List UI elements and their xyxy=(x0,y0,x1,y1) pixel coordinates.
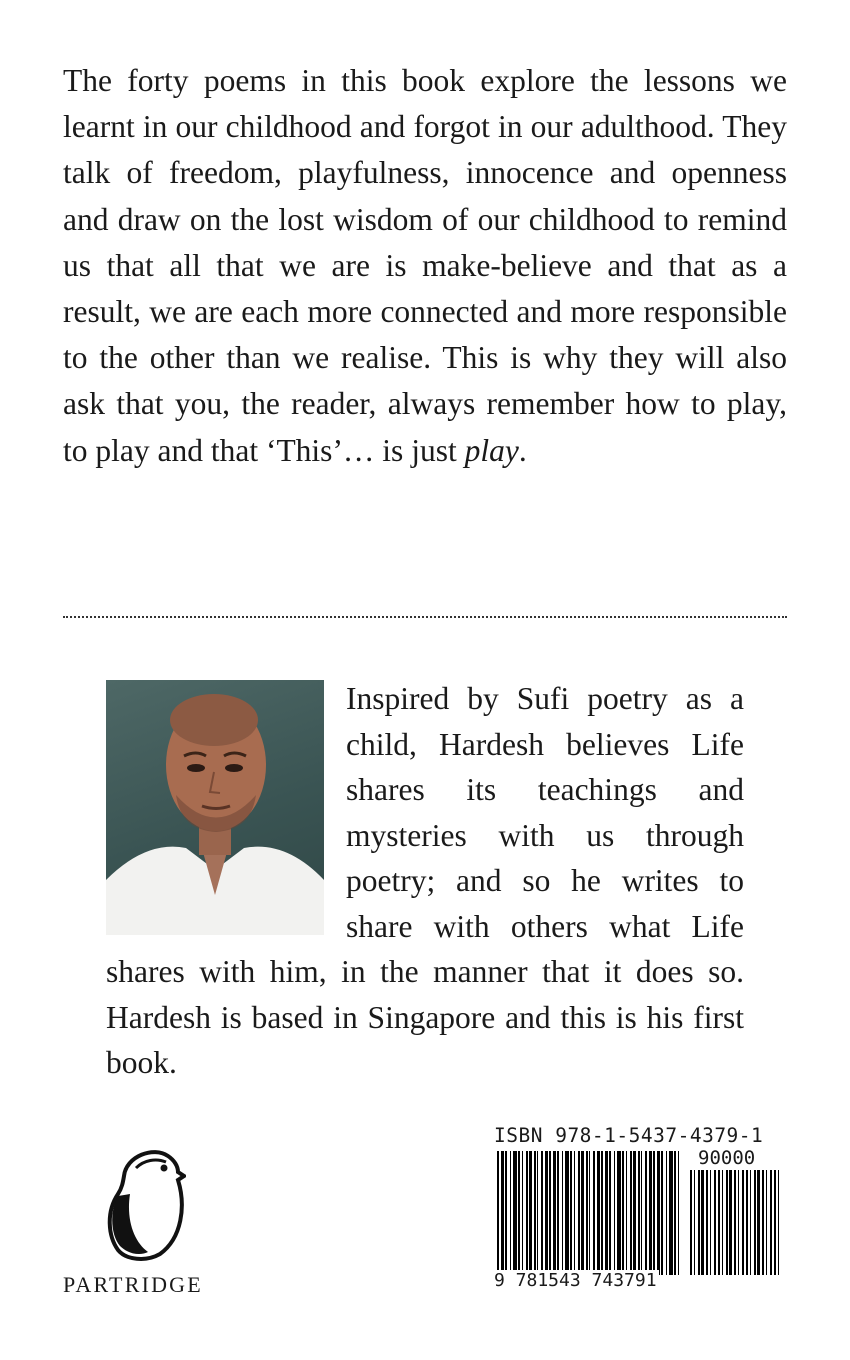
ean-digits: 9 781543 743791 xyxy=(494,1270,657,1291)
blurb-text: The forty poems in this book explore the lessons we learnt in our childhood and forgot in our adulthood. They talk of freedom, playfulness, innocence and openness and draw on the lost wisdom of our childhood to remind us that all that we are is make-believe and that as a result, we are each more connected and more responsible to the other than we realise. This is why they will also ask that you, the reader, always remember how to play, to play and that ‘This’… is just xyxy=(63,63,787,468)
publisher-name: PARTRIDGE xyxy=(63,1272,203,1297)
author-bio xyxy=(106,676,744,1086)
isbn-label: ISBN 978-1-5437-4379-1 xyxy=(494,1124,764,1147)
dotted-divider xyxy=(63,616,787,618)
author-photo xyxy=(106,680,324,935)
addon-barcode xyxy=(690,1170,780,1275)
bio-text: Inspired by Sufi poetry as a child, Hardesh believes Life shares its teachings and mysteries with us through poetry; and so he writes to share with others what Life shares with him, in the manner that it does so. Hardesh is based in Singapore and this is his first book. xyxy=(106,681,744,1080)
ean-barcode xyxy=(497,1151,679,1275)
author-portrait-illustration xyxy=(106,680,324,935)
back-cover-blurb xyxy=(63,58,787,474)
blurb-italic-word: play xyxy=(464,432,519,468)
partridge-bird-icon xyxy=(104,1146,186,1264)
addon-digits: 90000 xyxy=(698,1147,756,1169)
blurb-end: . xyxy=(518,432,527,468)
